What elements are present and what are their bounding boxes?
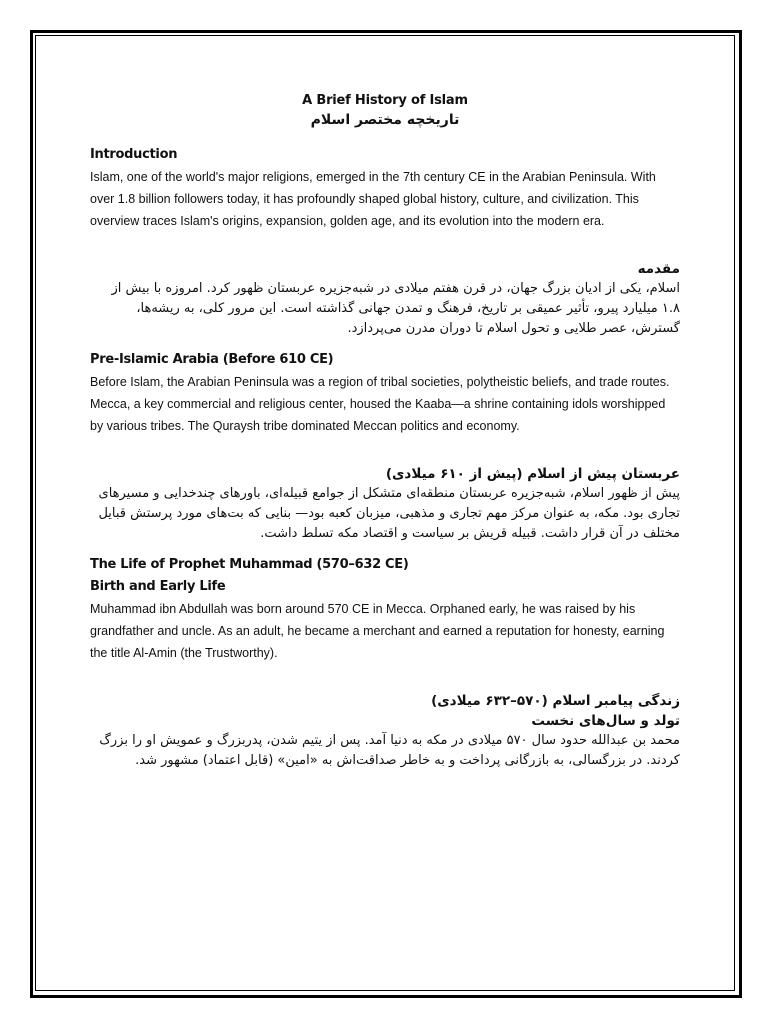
section-subheading-fa: تولد و سال‌های نخست (531, 713, 680, 729)
section-heading-fa: عربستان پیش از اسلام (پیش از ۶۱۰ میلادی) (385, 466, 680, 482)
section-fa-block (90, 464, 680, 544)
section-fa-block (90, 691, 680, 771)
document-body (90, 92, 680, 781)
section-heading-fa: زندگی پیامبر اسلام (۵۷۰–۶۳۲ میلادی) (431, 693, 680, 709)
section-paragraph-en: Before Islam, the Arabian Peninsula was a region of tribal societies, polytheistic beliefs, and trade routes. Mecca, a key commercial and religious center, housed the Kaaba—a shrine containing idols worshipped by various tribes. The Quraysh tribe dominated Meccan politics and economy. (90, 375, 670, 433)
section-pre-islamic-arabia (90, 349, 680, 544)
section-paragraph-fa: پیش از ظهور اسلام، شبه‌جزیره عربستان منطقه‌ای متشکل از جوامع قبیله‌ای، باورهای چندخدایی و مسیرهای تجاری بود. مکه، به عنوان مرکز مهم تجاری و مذهبی، میزبان کعبه بود— بنایی که بت‌های مورد پرستش قبایل مختلف در آن قرار داشت. قبیله قریش بر سیاست و اقتصاد مکه تسلط داشت. (98, 486, 680, 541)
section-heading-en: Introduction (90, 147, 178, 162)
section-introduction (90, 144, 680, 339)
section-heading-en: The Life of Prophet Muhammad (570–632 CE) (90, 557, 409, 572)
section-paragraph-fa: محمد بن عبدالله حدود سال ۵۷۰ میلادی در مکه به دنیا آمد. پس از یتیم شدن، پدربزرگ و عمویش او را بزرگ کردند. در بزرگسالی، به بازرگانی پرداخت و به خاطر صداقت‌اش به «امین» (قابل اعتماد) مشهور شد. (99, 733, 680, 768)
section-heading-en: Pre-Islamic Arabia (Before 610 CE) (90, 352, 334, 367)
section-fa-block (90, 259, 680, 339)
section-paragraph-en: Islam, one of the world's major religions, emerged in the 7th century CE in the Arabian Peninsula. With over 1.8 billion followers today, it has profoundly shaped global history, culture, and civilization. This overview traces Islam's origins, expansion, golden age, and its evolution into the modern era. (90, 170, 656, 228)
section-life-of-prophet (90, 554, 680, 771)
section-heading-fa: مقدمه (637, 261, 680, 277)
document-title-fa: تاریخچه مختصر اسلام (310, 112, 460, 128)
section-paragraph-en: Muhammad ibn Abdullah was born around 570 CE in Mecca. Orphaned early, he was raised by his grandfather and uncle. As an adult, he became a merchant and earned a reputation for honesty, earning the title Al-Amin (the Trustworthy). (90, 602, 665, 660)
section-paragraph-fa: اسلام، یکی از ادیان بزرگ جهان، در قرن هفتم میلادی در شبه‌جزیره عربستان ظهور کرد. امروزه با بیش از ۱.۸ میلیارد پیرو، تأثیر عمیقی بر تاریخ، فرهنگ و تمدن جهانی گذاشته است. این مرور کلی، به ریشه‌ها، گسترش، عصر طلایی و تحول اسلام تا دوران مدرن می‌پردازد. (111, 281, 680, 336)
section-subheading-en: Birth and Early Life (90, 579, 226, 594)
document-title-en: A Brief History of Islam (302, 93, 468, 108)
